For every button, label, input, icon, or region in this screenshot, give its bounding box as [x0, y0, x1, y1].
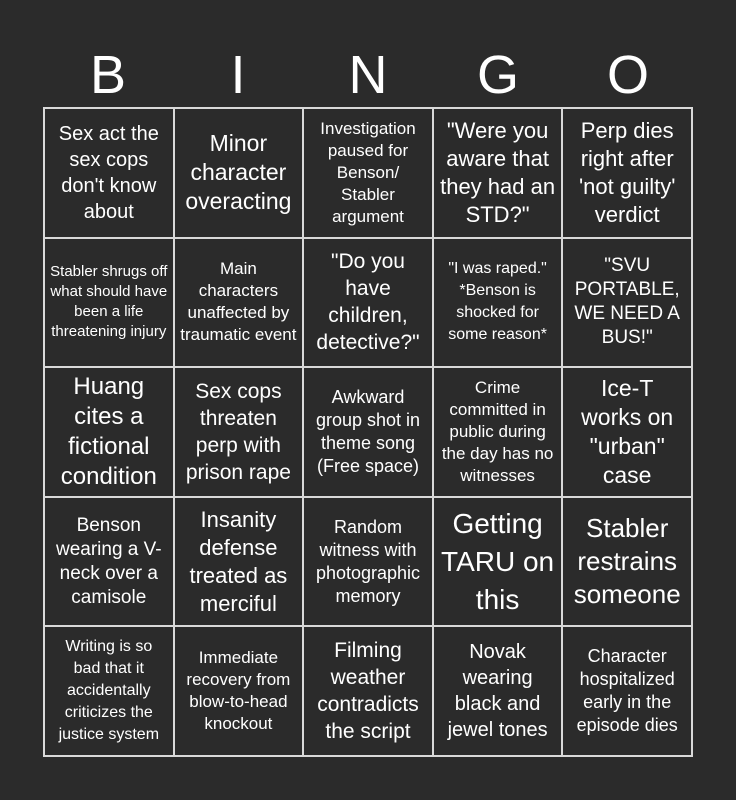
bingo-grid	[43, 107, 693, 757]
bingo-cell[interactable]	[433, 497, 563, 627]
cell-text: Random witness with photographic memory	[315, 516, 421, 606]
bingo-cell[interactable]	[44, 108, 174, 238]
bingo-cell[interactable]	[562, 497, 692, 627]
bingo-cell[interactable]	[433, 238, 563, 368]
bingo-cell[interactable]	[174, 367, 304, 497]
bingo-cell[interactable]	[562, 238, 692, 368]
cell-text: Awkward group shot in theme song (Free space)	[315, 386, 421, 476]
bingo-cell[interactable]	[174, 626, 304, 756]
header-letter-n: N	[348, 45, 388, 105]
header-letter-g: G	[476, 45, 519, 105]
cell-text: "Were you aware that they had an STD?"	[440, 117, 556, 227]
cell-text: "I was raped." *Benson is shocked for some reason*	[448, 260, 547, 344]
bingo-cell[interactable]	[433, 108, 563, 238]
cell-text: Character hospitalized early in the episode dies	[576, 646, 678, 736]
bingo-cell[interactable]	[433, 367, 563, 497]
cell-text: Ice-T works on "urban" case	[581, 374, 674, 488]
bingo-cell[interactable]	[303, 626, 433, 756]
bingo-cell[interactable]	[174, 497, 304, 627]
header-letter-o: O	[606, 45, 649, 105]
bingo-cell[interactable]	[44, 497, 174, 627]
bingo-header	[43, 44, 693, 106]
cell-text: Novak wearing black and jewel tones	[447, 641, 548, 742]
header-letter-i: I	[230, 45, 246, 105]
cell-text: Crime committed in public during the day has no witnesses	[441, 377, 554, 485]
cell-text: Stabler restrains someone	[573, 513, 681, 610]
bingo-cell[interactable]	[174, 108, 304, 238]
cell-text: Immediate recovery from blow-to-head knockout	[186, 648, 291, 734]
bingo-cell[interactable]	[44, 238, 174, 368]
cell-text: Sex act the sex cops don't know about	[58, 122, 159, 223]
cell-text: Filming weather contradicts the script	[317, 639, 419, 744]
cell-text: Investigation paused for Benson/ Stabler argument	[320, 118, 416, 226]
bingo-cell[interactable]	[44, 626, 174, 756]
bingo-cell[interactable]	[174, 238, 304, 368]
cell-text: Minor character overacting	[185, 130, 292, 215]
bingo-cell[interactable]	[303, 367, 433, 497]
bingo-cell[interactable]	[562, 626, 692, 756]
cell-text: Main characters unaffected by traumatic event	[180, 259, 297, 345]
cell-text: Benson wearing a V-neck over a camisole	[55, 514, 162, 608]
cell-text: "SVU PORTABLE, WE NEED A BUS!"	[574, 255, 680, 349]
bingo-cell[interactable]	[562, 108, 692, 238]
bingo-cell[interactable]	[44, 367, 174, 497]
cell-text: Stabler shrugs off what should have been a life threatening injury	[50, 263, 168, 341]
bingo-cell[interactable]	[562, 367, 692, 497]
bingo-cell[interactable]	[303, 108, 433, 238]
cell-text: Getting TARU on this	[441, 507, 555, 615]
cell-text: Sex cops threaten perp with prison rape	[185, 379, 291, 484]
bingo-cell[interactable]	[433, 626, 563, 756]
cell-text: Writing is so bad that it accidentally criticizes the justice system	[58, 638, 160, 744]
cell-text: Huang cites a fictional condition	[60, 373, 157, 490]
bingo-cell[interactable]	[303, 497, 433, 627]
cell-text: Insanity defense treated as merciful	[189, 506, 288, 616]
cell-text: Perp dies right after 'not guilty' verdict	[578, 117, 676, 227]
header-letter-b: B	[89, 45, 127, 105]
bingo-cell[interactable]	[303, 238, 433, 368]
cell-text: "Do you have children, detective?"	[316, 250, 420, 355]
